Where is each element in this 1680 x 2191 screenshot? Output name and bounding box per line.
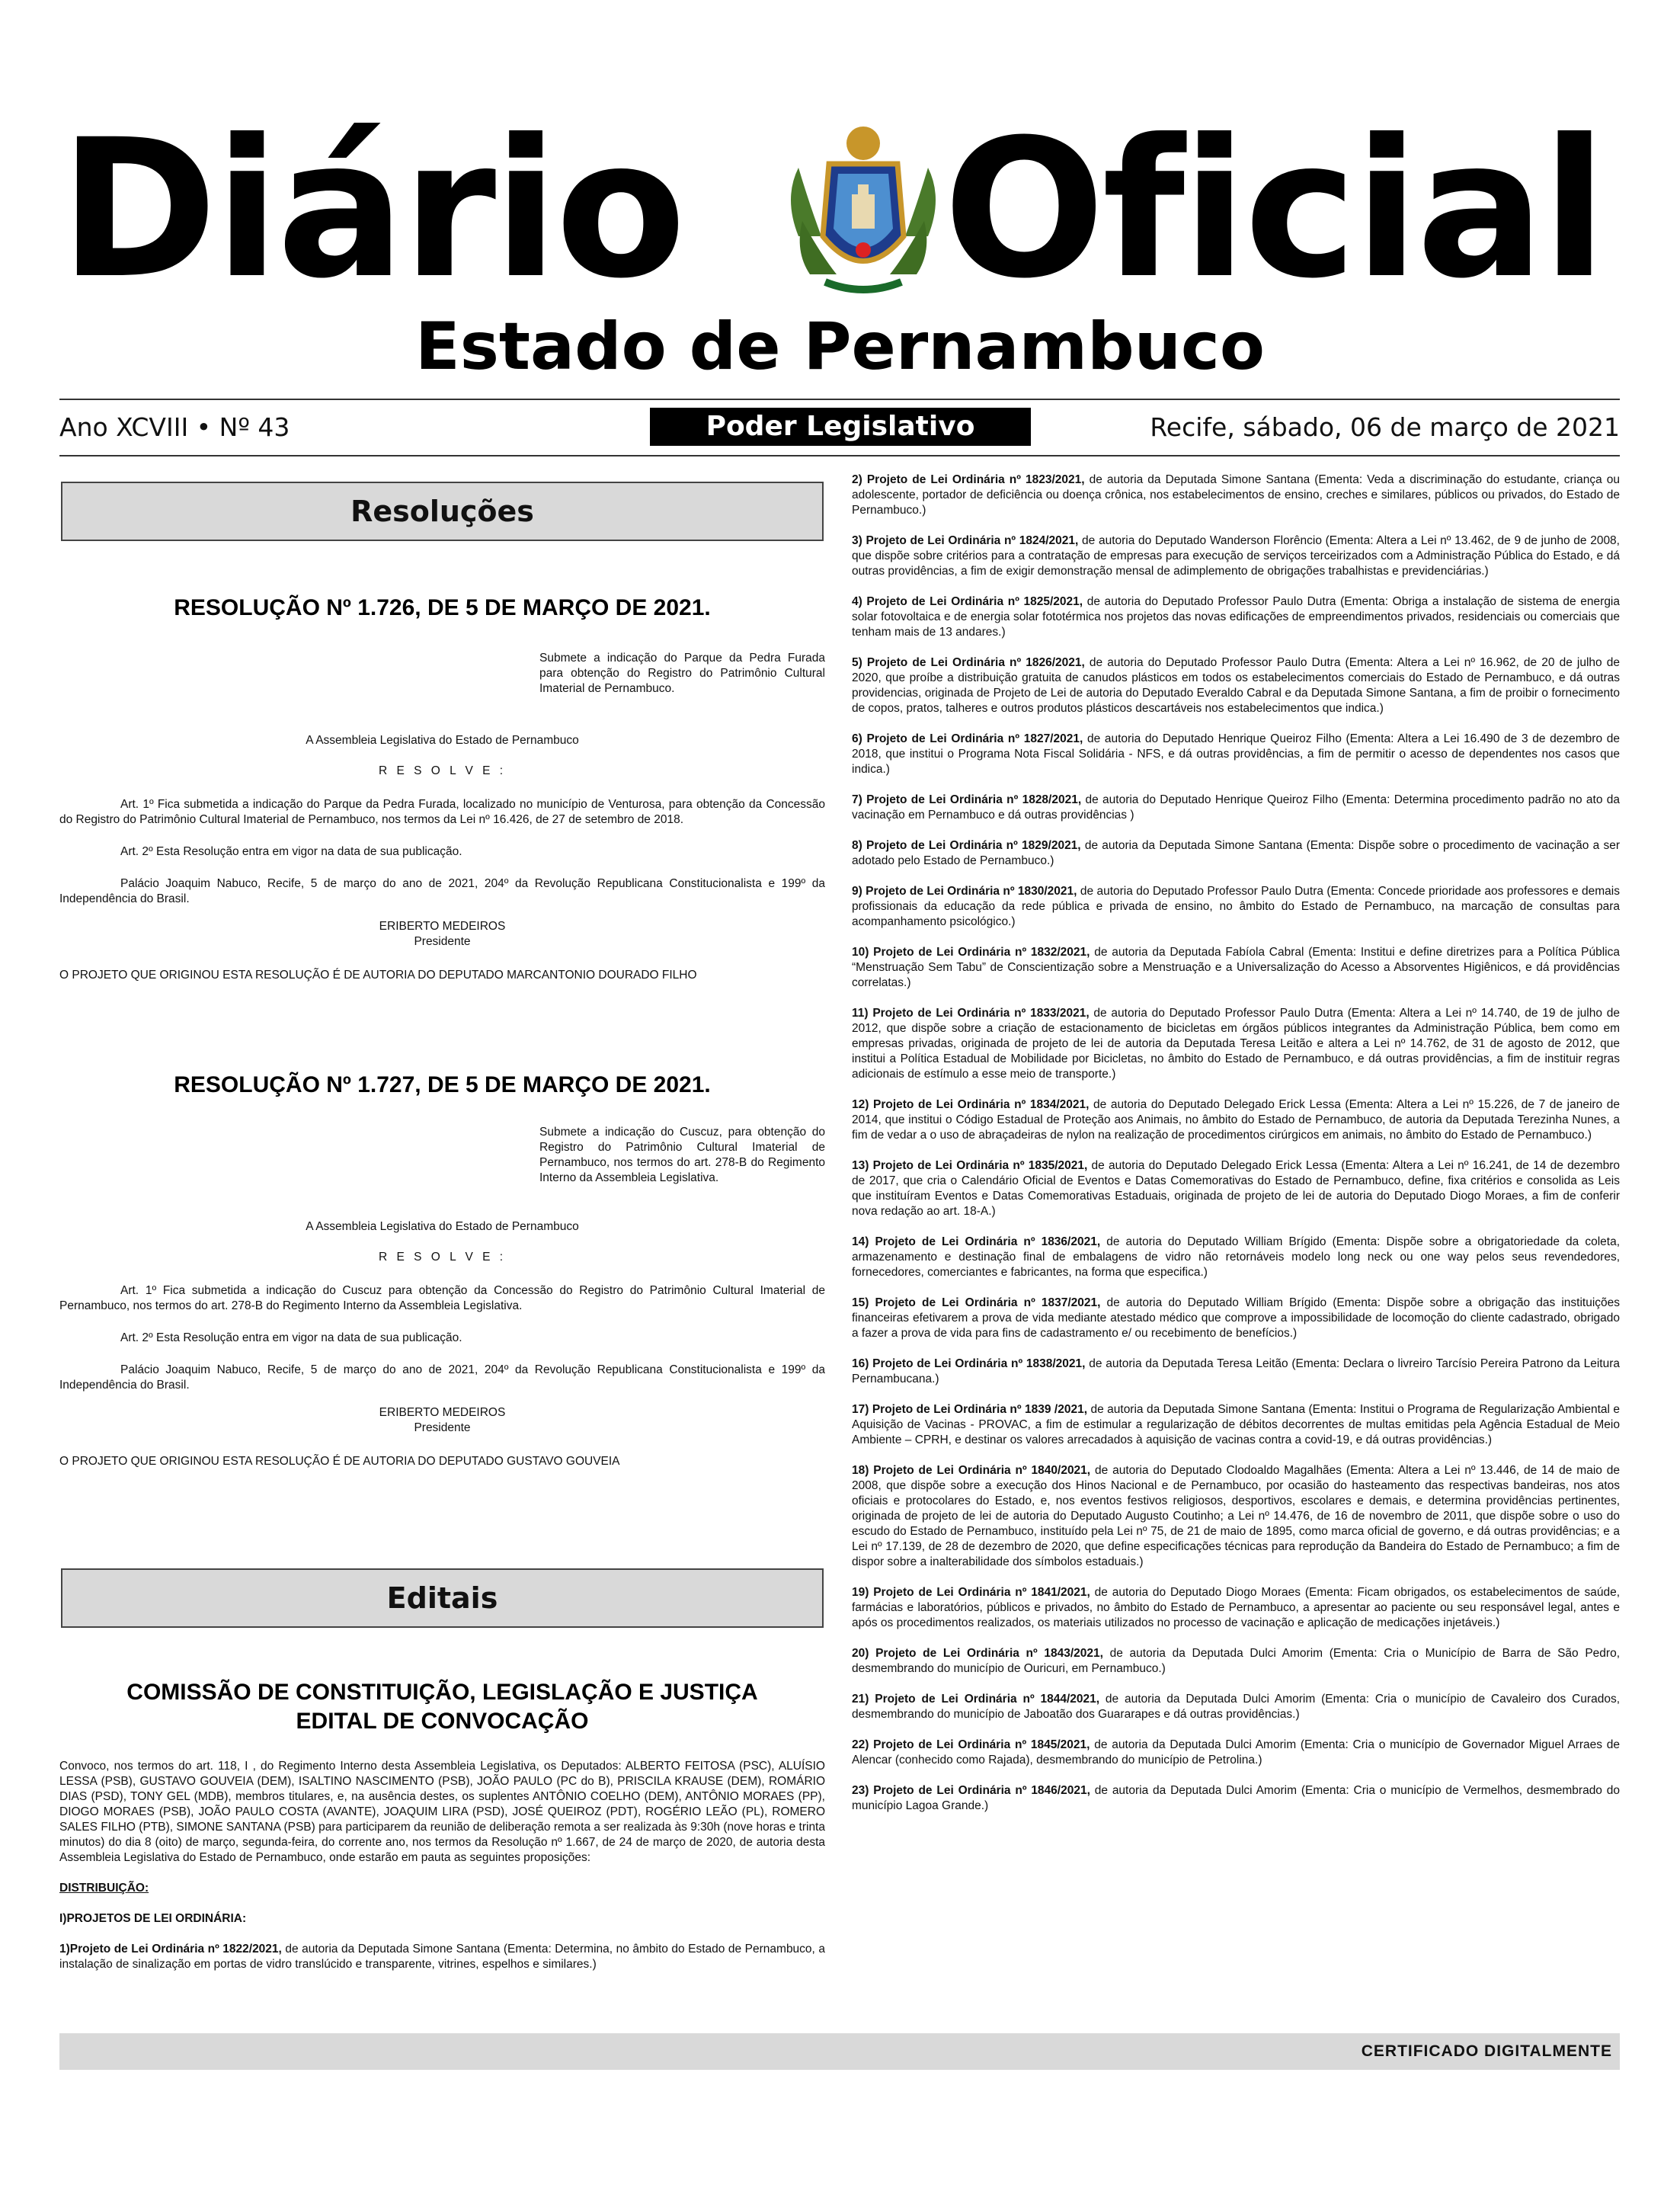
bill-description: de autoria da Deputada Dulci Amorim (Ementa: Cria o município de Vermelhos, desmembrado do município Lagoa Grande.): [852, 1784, 1621, 1812]
bill-description: de autoria da Deputada Simone Santana (Ementa: Dispõe sobre o procedimento de vacinação a ser adotado pelo Estado de Pernambuco.): [852, 839, 1621, 867]
resolution-preamble: A Assembleia Legislativa do Estado de Pernambuco: [306, 734, 579, 747]
resolution-article-2: Art. 2º Esta Resolução entra em vigor na data de sua publicação.: [120, 845, 462, 858]
bill-item: [852, 655, 1620, 716]
bill-number: 15) Projeto de Lei Ordinária nº 1837/2021,: [852, 1296, 1101, 1309]
bill-description: de autoria do Deputado Wanderson Florêncio (Ementa: Altera a Lei nº 13.462, de 9 de junho de 2008, que dispõe sobre critérios para a contratação de empresas para execução de serviços terceirizados com a Administração Pública do Estado, e dá outras providências, a fim de exigir demonstração mensal de adimplemento de obrigações trabalhistas e previdenciárias.): [852, 534, 1620, 578]
resolution-signer: ERIBERTO MEDEIROS: [379, 1406, 506, 1419]
bill-number: 6) Projeto de Lei Ordinária nº 1827/2021,: [852, 732, 1083, 745]
pernambuco-coat-of-arms-icon: [768, 122, 958, 312]
power-badge: Poder Legislativo: [650, 408, 1031, 446]
bill-item: [852, 1006, 1620, 1082]
info-bar: [59, 408, 1620, 450]
edital-committee-title: COMISSÃO DE CONSTITUIÇÃO, LEGISLAÇÃO E JUSTIÇA: [126, 1680, 758, 1705]
bill-item: [852, 1296, 1620, 1341]
bill-number: 21) Projeto de Lei Ordinária nº 1844/2021,: [852, 1693, 1100, 1706]
bill-item: [852, 945, 1620, 991]
resolution-article-2: Art. 2º Esta Resolução entra em vigor na data de sua publicação.: [120, 1331, 462, 1344]
bill-number: 8) Projeto de Lei Ordinária nº 1829/2021,: [852, 839, 1081, 852]
bill-number: 22) Projeto de Lei Ordinária nº 1845/2021,: [852, 1738, 1090, 1751]
bill-description: de autoria do Deputado Delegado Erick Lessa (Ementa: Altera a Lei nº 15.226, de 7 de janeiro de 2014, que institui o Código Estadual de Proteção aos Animais, no âmbito do Estado de Pernambuco, de autoria da Deputada Terezinha Nunes, a fim de vedar a o uso de abraçadeiras de nylon na realização de procedimentos cirúrgicos em animais, no âmbito do Estado de Pernambuco.): [852, 1098, 1620, 1142]
bill-item: [852, 533, 1620, 579]
bill-description: de autoria da Deputada Fabíola Cabral (Ementa: Institui e define diretrizes para a Política Pública “Menstruação Sem Tabu” de Conscientização sobre a Menstruação e a Universalização do Acesso a Absorventes Higiênicos, e dá providências correlatas.): [852, 946, 1621, 989]
resolution-origin: O PROJETO QUE ORIGINOU ESTA RESOLUÇÃO É DE AUTORIA DO DEPUTADO MARCANTONIO DOURADO FILHO: [59, 969, 697, 982]
footer-bar: [59, 2033, 1620, 2070]
masthead-title-diario: Diário: [59, 98, 683, 320]
bill-number: 16) Projeto de Lei Ordinária nº 1838/2021,: [852, 1357, 1086, 1370]
resolution-article-1: Art. 1º Fica submetida a indicação do Parque da Pedra Furada, localizado no município de Venturosa, para obtenção da Concessão do Registro do Patrimônio Cultural Imaterial de Pernambuco, nos termos da Lei nº 16.426, de 27 de setembro de 2018.: [59, 798, 825, 826]
bill-item: [852, 594, 1620, 640]
resolution-place-date: Palácio Joaquim Nabuco, Recife, 5 de março do ano de 2021, 204º da Revolução Republicana Constitucionalista e 199º da Independência do Brasil.: [59, 877, 825, 905]
bill-item: [852, 1783, 1620, 1814]
bill-description: de autoria do Deputado Henrique Queiroz Filho (Ementa: Determina procedimento padrão no ato da vacinação em Pernambuco e dá outras providências ): [852, 793, 1620, 822]
bill-description: de autoria da Deputada Simone Santana (Ementa: Institui o Programa de Regularização Ambiental e Aquisição de Vacinas - PROVAC, a fim de estimular a regularização de débitos decorrentes de multas emitidas pela Agência Estadual de Meio Ambiente – CPRH, e destinar os valores arrecadados à aquisição de vacinas contra a covid-19, e dá outras providências.): [852, 1403, 1621, 1446]
resolution-signer-role: Presidente: [414, 1421, 471, 1434]
bill-description: de autoria da Deputada Simone Santana (Ementa: Determina, no âmbito do Estado de Pernambuco, a instalação de sinalização em portas de vidro translúcido e transparente, vitrines, espelhos e similares.): [59, 1943, 825, 1971]
bill-description: de autoria da Deputada Simone Santana (Ementa: Veda a discriminação do estudante, criança ou adolescente, portador de deficiência ou doença crônica, nos estabelecimentos de ensino, creches e similares, públicos ou privados, do Estado de Pernambuco.): [852, 473, 1620, 517]
resolution-resolve: R E S O L V E :: [378, 1251, 507, 1264]
resolution-preamble: A Assembleia Legislativa do Estado de Pernambuco: [306, 1220, 579, 1233]
bill-description: de autoria do Deputado Clodoaldo Magalhães (Ementa: Altera a Lei nº 13.446, de 14 de maio de 2008, que dispõe sobre a execução dos Hinos Nacional e de Pernambuco, por ocasião do hasteamento das respectivas bandeiras, nos atos oficiais e protocolares do Estado, e, nos eventos festivos religiosos, desportivos, escolares e demais, e determina providências pertinentes, originada de projeto de lei de autoria do Deputado Augusto Coutinho; a Lei nº 14.476, de 16 de novembro de 2011, que dispõe sobre o uso do escudo do Estado de Pernambuco, instituído pela Lei nº 75, de 21 de maio de 1895, como marca oficial de governo, e dá outras providências; e a Lei nº 17.139, de 28 de dezembro de 2020, que define especificações técnicas para reprodução da Bandeira do Estado de Pernambuco; a fim de dispor sobre a inalterabilidade dos símbolos estaduais.): [852, 1464, 1620, 1568]
bill-number: 20) Projeto de Lei Ordinária nº 1843/2021,: [852, 1647, 1103, 1660]
bill-item: [852, 1402, 1620, 1448]
masthead: [59, 98, 1621, 320]
header-bottom-rule: [59, 455, 1620, 456]
masthead-subtitle: Estado de Pernambuco: [415, 309, 1265, 385]
resolution-ementa: Submete a indicação do Parque da Pedra Furada para obtenção do Registro do Patrimônio Cultural Imaterial de Pernambuco.: [539, 652, 825, 695]
resolution-signer-role: Presidente: [414, 935, 471, 948]
bill-description: de autoria do Deputado Professor Paulo Dutra (Ementa: Altera a Lei nº 14.740, de 19 de julho de 2012, que dispõe sobre a criação de estacionamento de bicicletas em órgãos públicos integrantes da Administração Pública, bem como em empresas privadas, originada de projeto de lei de autoria da Deputada Teresa Leitão e altera a Lei nº 14.762, de 31 de agosto de 2012, que institui a Política Estadual de Mobilidade por Bicicletas, no âmbito do Estado de Pernambuco, e dá outras providências, a fim de instituir regras adicionais de estímulo a esse meio de transporte.): [852, 1007, 1620, 1081]
resolution-origin: O PROJETO QUE ORIGINOU ESTA RESOLUÇÃO É DE AUTORIA DO DEPUTADO GUSTAVO GOUVEIA: [59, 1455, 620, 1468]
bill-item: [59, 1942, 825, 1972]
bill-item: [852, 1357, 1620, 1387]
edital-projects-subheading: I)PROJETOS DE LEI ORDINÁRIA:: [59, 1912, 247, 1925]
bill-item: [852, 1235, 1620, 1280]
bill-description: de autoria da Deputada Teresa Leitão (Ementa: Declara o livreiro Tarcísio Pereira Patrono da Leitura Pernambucana.): [852, 1357, 1620, 1385]
resolution-resolve: R E S O L V E :: [378, 764, 507, 777]
edital-convocation-title: EDITAL DE CONVOCAÇÃO: [296, 1709, 589, 1734]
left-column: [59, 472, 825, 1988]
resolution-signer: ERIBERTO MEDEIROS: [379, 920, 506, 933]
resolution-title: RESOLUÇÃO Nº 1.727, DE 5 DE MARÇO DE 2021.: [174, 1072, 711, 1097]
bill-number: 11) Projeto de Lei Ordinária nº 1833/2021,: [852, 1007, 1090, 1020]
digital-certification-label: CERTIFICADO DIGITALMENTE: [1361, 2042, 1612, 2060]
bill-description: de autoria do Deputado Professor Paulo Dutra (Ementa: Altera a Lei nº 16.962, de 20 de julho de 2020, que proíbe a distribuição gratuita de canudos plásticos em todos os estabelecimentos comerciais do Estado de Pernambuco, e dá outras providencias, originada de Projeto de Lei de autoria do Deputado Everaldo Cabral e da Deputada Simone Santana, a fim de proibir o fornecimento de copos, pratos, talheres e outros produtos plásticos descartáveis nos estabelecimentos que indica.): [852, 656, 1620, 715]
bill-number: 17) Projeto de Lei Ordinária nº 1839 /2021,: [852, 1403, 1088, 1416]
bill-description: de autoria da Deputada Dulci Amorim (Ementa: Cria o Município de Barra de São Pedro, desmembrando do município de Ouricuri, em Pernambuco.): [852, 1647, 1620, 1675]
resolution-article-1: Art. 1º Fica submetida a indicação do Cuscuz para obtenção da Concessão do Registro do Patrimônio Cultural Imaterial de Pernambuco, nos termos do art. 278-B do Regimento Interno da Assembleia Legislativa.: [59, 1284, 825, 1312]
bill-item: [852, 1646, 1620, 1677]
bill-number: 5) Projeto de Lei Ordinária nº 1826/2021,: [852, 656, 1085, 669]
resolution-place-date: Palácio Joaquim Nabuco, Recife, 5 de março do ano de 2021, 204º da Revolução Republicana Constitucionalista e 199º da Independência do Brasil.: [59, 1363, 825, 1392]
bill-number: 7) Projeto de Lei Ordinária nº 1828/2021,: [852, 793, 1082, 806]
bill-item: [852, 838, 1620, 869]
bill-number: 1)Projeto de Lei Ordinária nº 1822/2021,: [59, 1943, 282, 1956]
bill-number: 10) Projeto de Lei Ordinária nº 1832/2021,: [852, 946, 1090, 959]
bill-item: [852, 1097, 1620, 1143]
bill-number: 9) Projeto de Lei Ordinária nº 1830/2021,: [852, 885, 1077, 898]
edital-convocation-text: Convoco, nos termos do art. 118, I , do Regimento Interno desta Assembleia Legislativa, os Deputados: ALBERTO FEITOSA (PSC), ALUÍSIO LESSA (PSB), GUSTAVO GOUVEIA (DEM), ISALTINO NASCIMENTO (PSB), JOÃO PAULO (PC do B), PRISCILA KRAUSE (DEM), ROMÁRIO DIAS (PSD), TONY GEL (MDB), membros titulares, e, na ausência destes, os suplentes ANTÔNIO COELHO (DEM), ANTÔNIO MORAES (PP), DIOGO MORAES (PSB), JOÃO PAULO COSTA (AVANTE), JOAQUIM LIRA (PSD), JOSÉ QUEIROZ (PDT), ROGÉRIO LEÃO (PL), ROMERO SALES FILHO (PTB), SIMONE SANTANA (PSB) para participarem da reunião de deliberação remota a ser realizada às 9:30h (nove horas e trinta minutos) do dia 8 (oito) de março, segunda-feira, do corrente ano, nos termos da Resolução nº 1.667, de 24 de março de 2020, de autoria desta Assembleia Legislativa do Estado de Pernambuco, onde estarão em pauta as seguintes proposições:: [59, 1760, 825, 1864]
bill-description: de autoria da Deputada Dulci Amorim (Ementa: Cria o município de Governador Miguel Arraes de Alencar (conhecido como Rajada), desmembrando do município de Petrolina.): [852, 1738, 1621, 1767]
bill-description: de autoria do Deputado William Brígido (Ementa: Dispõe sobre a obrigação das instituições financeiras efetivarem a prova de vida mediante atestado médico que comprove a impossibilidade de locomoção do cliente cadastrado, obrigado a fazer a prova de vida para fins de cadastramento e/ ou recebimento de benefícios.): [852, 1296, 1621, 1340]
resolution-title: RESOLUÇÃO Nº 1.726, DE 5 DE MARÇO DE 2021.: [174, 595, 711, 620]
bill-item: [852, 1158, 1620, 1219]
section-header-editais: Editais: [61, 1568, 824, 1628]
edition-number: Ano XCVIII • Nº 43: [59, 412, 290, 442]
bill-description: de autoria do Deputado Diogo Moraes (Ementa: Ficam obrigados, os estabelecimentos de saúde, farmácias e laboratórios, públicos e privados, no âmbito do Estado de Pernambuco, a apresentar ao paciente ou seu responsável legal, antes e após os procedimentos realizados, os materiais utilizados no processo de vacinação e aplicação de medicações injetáveis.): [852, 1586, 1621, 1629]
bill-number: 4) Projeto de Lei Ordinária nº 1825/2021,: [852, 595, 1083, 608]
bill-description: de autoria do Deputado Delegado Erick Lessa (Ementa: Altera a Lei nº 16.241, de 14 de dezembro de 2017, que cria o Calendário Oficial de Eventos e Datas Comemorativas do Estado de Pernambuco, define, fixa critérios e consolida as Leis que instituíram Eventos e Datas Comemorativas Estaduais, originada de projeto de lei de autoria do Deputado Diogo Moraes, a fim de conferir nova redação ao art. 18-A.): [852, 1159, 1620, 1218]
bill-number: 3) Projeto de Lei Ordinária nº 1824/2021,: [852, 534, 1079, 547]
bill-number: 23) Projeto de Lei Ordinária nº 1846/2021,: [852, 1784, 1090, 1797]
bill-item: [852, 732, 1620, 777]
resolution-ementa: Submete a indicação do Cuscuz, para obtenção do Registro do Patrimônio Cultural Imaterial de Pernambuco, nos termos do art. 278-B do Regimento Interno da Assembleia Legislativa.: [539, 1126, 825, 1184]
bill-item: [852, 1463, 1620, 1570]
bill-number: 19) Projeto de Lei Ordinária nº 1841/2021,: [852, 1586, 1090, 1599]
section-header-resolucoes: Resoluções: [61, 482, 824, 541]
bill-number: 13) Projeto de Lei Ordinária nº 1835/2021,: [852, 1159, 1088, 1172]
bill-description: de autoria da Deputada Dulci Amorim (Ementa: Cria o município de Cavaleiro dos Curados, desmembrando do município de Jaboatão dos Guararapes e dá outras providências.): [852, 1693, 1620, 1721]
bill-number: 18) Projeto de Lei Ordinária nº 1840/2021,: [852, 1464, 1091, 1477]
publication-date: Recife, sábado, 06 de março de 2021: [1150, 412, 1620, 442]
right-column: [852, 472, 1620, 1829]
bill-description: de autoria do Deputado Henrique Queiroz Filho (Ementa: Altera a Lei 16.490 de 3 de dezembro de 2018, que institui o Programa Nota Fiscal Solidária - NFS, e dá outras providências, a fim de permitir o acesso de dependentes nos casos que indica.): [852, 732, 1620, 776]
bill-item: [852, 1738, 1620, 1768]
bill-item: [852, 472, 1620, 518]
bill-number: 12) Projeto de Lei Ordinária nº 1834/2021,: [852, 1098, 1090, 1111]
edital-distribution-heading: DISTRIBUIÇÃO:: [59, 1882, 149, 1895]
bill-description: de autoria do Deputado Professor Paulo Dutra (Ementa: Concede prioridade aos professores e demais profissionais da educação da rede pública e privada de ensino, no âmbito do Estado de Pernambuco, na marcação de consultas para acompanhamento psicológico.): [852, 885, 1620, 928]
bill-item: [852, 793, 1620, 823]
bill-number: 14) Projeto de Lei Ordinária nº 1836/2021,: [852, 1235, 1101, 1248]
bill-number: 2) Projeto de Lei Ordinária nº 1823/2021,: [852, 473, 1085, 486]
bill-description: de autoria do Deputado William Brígido (Ementa: Dispõe sobre a obrigatoriedade da coleta, armazenamento e destinação final de embalagens de vidro não retornáveis modelo long neck ou one way pelos seus revendedores, fornecedores, comerciantes e fabricantes, na forma que especifica.): [852, 1235, 1620, 1279]
bill-item: [852, 1692, 1620, 1722]
masthead-title-oficial: Oficial: [943, 98, 1605, 320]
bill-item: [852, 1585, 1620, 1631]
bill-description: de autoria do Deputado Professor Paulo Dutra (Ementa: Obriga a instalação de sistema de energia solar fotovoltaica e de energia solar fototérmica nos projetos das novas edificações de empreendimentos privados, residenciais ou comerciais que tenham mais de 13 andares.): [852, 595, 1620, 639]
header-top-rule: [59, 399, 1620, 400]
bill-item: [852, 884, 1620, 930]
